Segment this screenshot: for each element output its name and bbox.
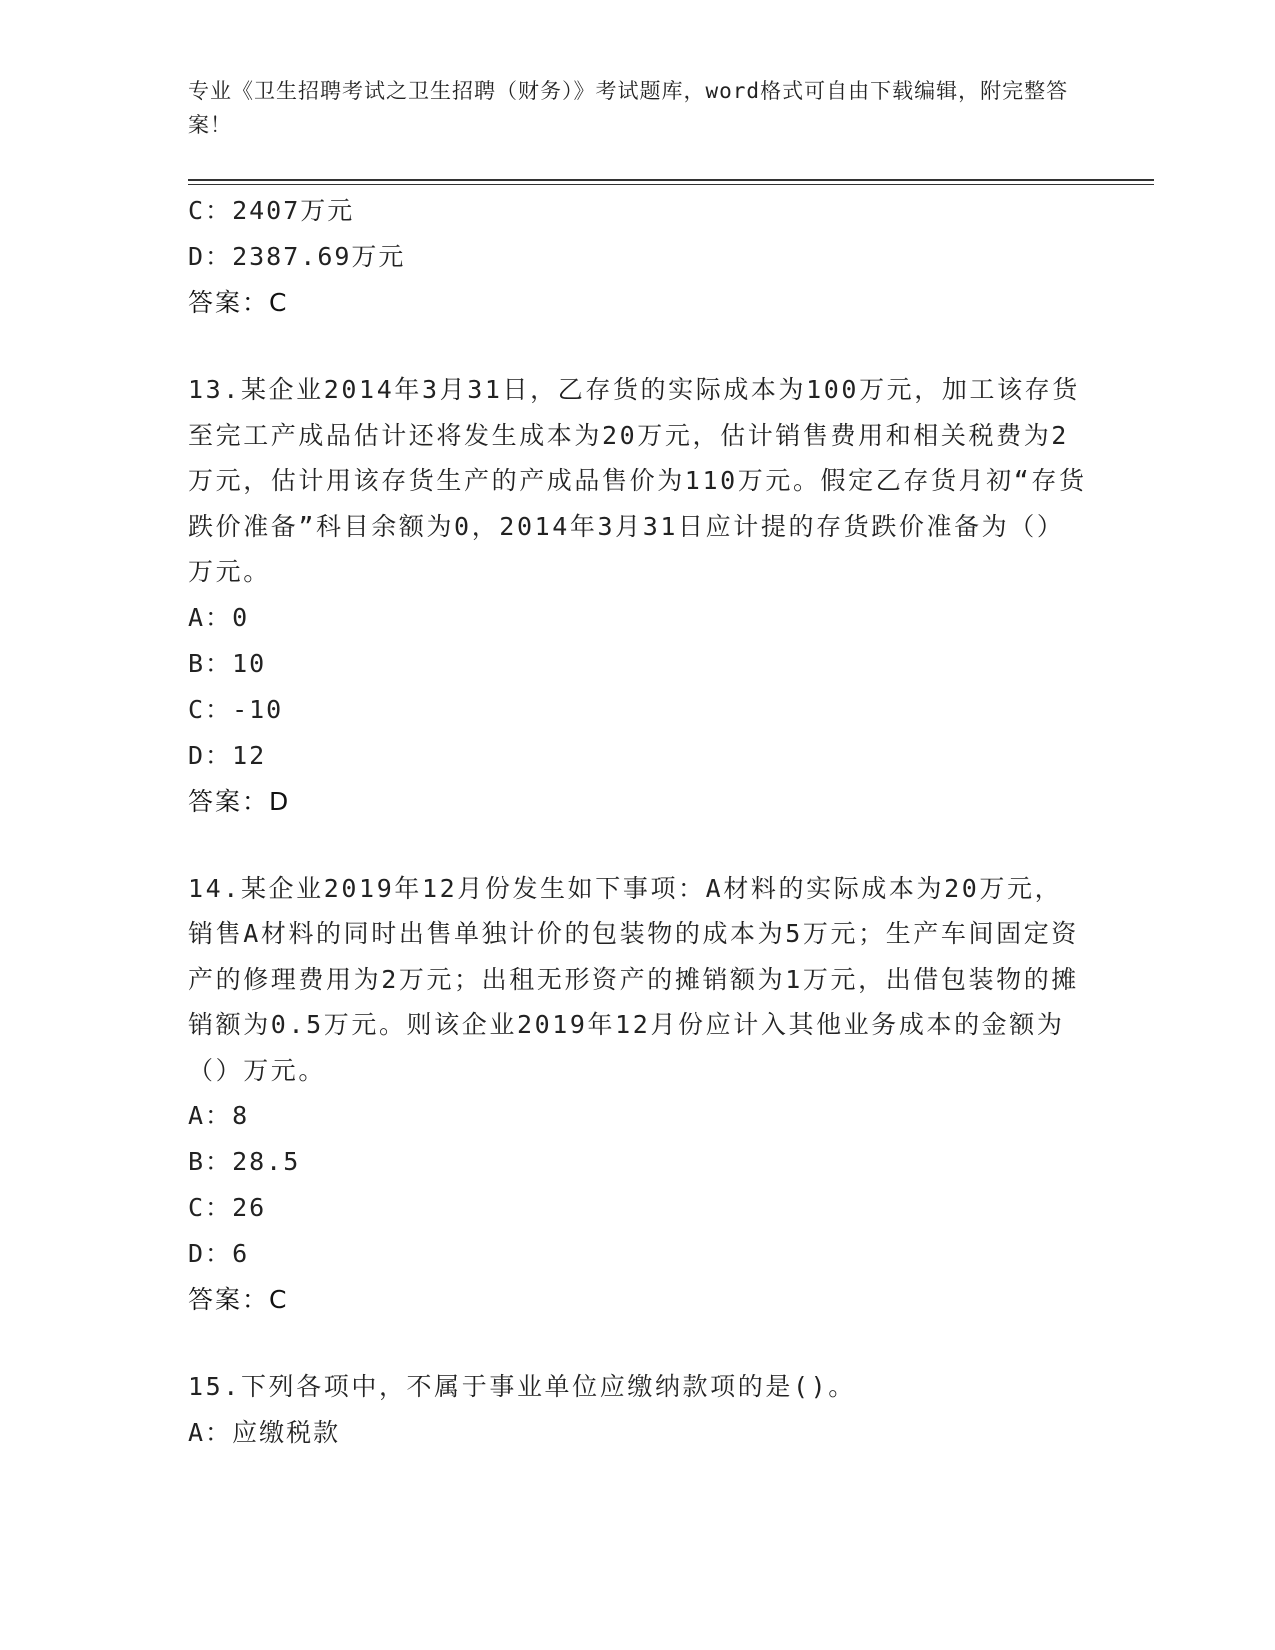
option-label: D：	[188, 1239, 233, 1268]
option-text: 0	[232, 602, 250, 632]
option-a	[188, 1410, 1088, 1456]
option-text: 应缴税款	[232, 1417, 341, 1447]
option-text: 28.5	[232, 1147, 301, 1176]
option-d	[188, 733, 1088, 779]
question-stem: 13.某企业2014年3月31日，乙存货的实际成本为100万元，加工该存货至完工产成品估计还将发生成本为20万元，估计销售费用和相关税费为2万元，估计用该存货生产的产成品售价为110万元。假定乙存货月初“存货跌价准备”科目余额为0，2014年3月31日应计提的存货跌价准备为（）万元。	[188, 375, 1087, 586]
option-a	[188, 595, 1088, 641]
option-text: -10	[232, 694, 284, 724]
option-c	[188, 687, 1088, 733]
question-content	[188, 188, 1088, 1456]
option-b	[188, 1139, 1088, 1185]
answer-line: 答案：D	[188, 786, 291, 816]
option-text: 6	[232, 1239, 250, 1268]
question-13	[188, 367, 1088, 825]
header-text: 专业《卫生招聘考试之卫生招聘（财务）》考试题库，word格式可自由下载编辑，附完整答案！	[188, 79, 1069, 137]
header-divider-thick	[188, 179, 1154, 181]
option-text: 2387.69万元	[232, 242, 406, 271]
option-text: 26	[232, 1193, 267, 1222]
question-stem: 15.下列各项中，不属于事业单位应缴纳款项的是()。	[188, 1372, 856, 1401]
option-label: B：	[188, 648, 233, 678]
option-label: A：	[188, 602, 233, 632]
option-label: D：	[188, 242, 233, 271]
question-15	[188, 1364, 1088, 1456]
option-label: B：	[188, 1147, 233, 1176]
option-label: C：	[188, 1193, 233, 1222]
option-text: 12	[232, 740, 267, 770]
option-a	[188, 1093, 1088, 1139]
option-label: D：	[188, 740, 233, 770]
option-text: 2407万元	[232, 196, 355, 225]
option-c	[188, 1185, 1088, 1231]
option-d	[188, 234, 1088, 280]
page-header	[188, 74, 1088, 142]
option-b	[188, 641, 1088, 687]
option-text: 10	[232, 648, 267, 678]
option-c	[188, 188, 1088, 234]
answer-line: 答案：C	[188, 288, 289, 317]
answer-line: 答案：C	[188, 1285, 289, 1314]
option-label: A：	[188, 1101, 233, 1130]
question-stem: 14.某企业2019年12月份发生如下事项：A材料的实际成本为20万元，销售A材料的同时出售单独计价的包装物的成本为5万元；生产车间固定资产的修理费用为2万元；出租无形资产的摊销额为1万元，出借包装物的摊销额为0.5万元。则该企业2019年12月份应计入其他业务成本的金额为（）万元。	[188, 873, 1079, 1085]
header-divider-thin	[188, 184, 1154, 185]
option-label: C：	[188, 694, 233, 724]
question-12-tail	[188, 188, 1088, 326]
question-14	[188, 866, 1088, 1324]
option-label: C：	[188, 196, 233, 225]
option-d	[188, 1231, 1088, 1277]
option-text: 8	[232, 1101, 250, 1130]
option-label: A：	[188, 1417, 233, 1447]
